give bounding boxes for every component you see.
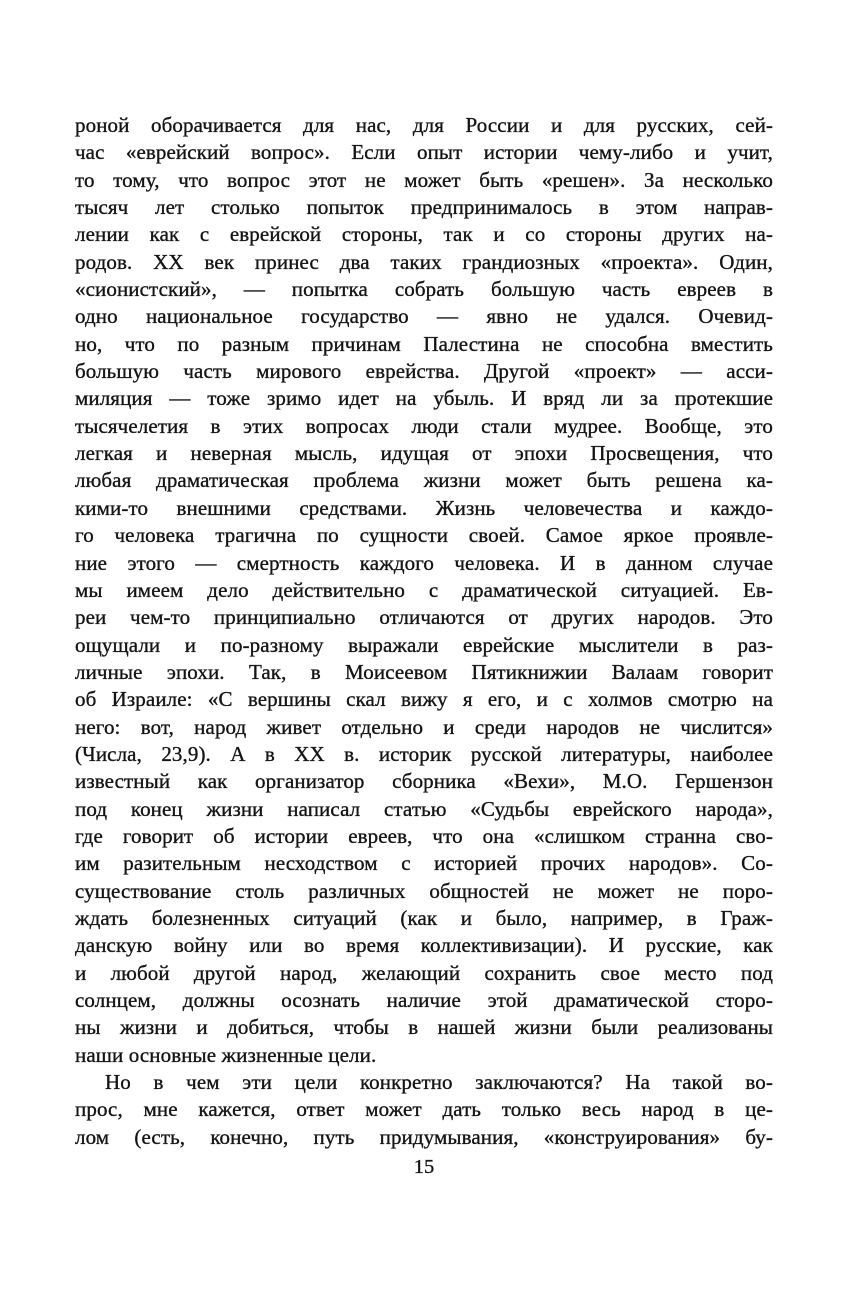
- text-line: ощущали и по-разному выражали еврейские мыслители в раз-: [75, 632, 773, 657]
- text-line: ние этого — смертность каждого человека. И в данном случае: [75, 550, 773, 575]
- text-line: «сионистский», — попытка собрать большую часть евреев в: [75, 277, 773, 302]
- text-line: роной оборачивается для нас, для России и для русских, сей-: [75, 113, 773, 137]
- text-line: существование столь различных общностей не может не поро-: [75, 878, 773, 903]
- text-line: час «еврейский вопрос». Если опыт истории чему-либо и учит,: [75, 140, 773, 165]
- text-line: под конец жизни написал статью «Судьбы еврейского народа»,: [75, 796, 773, 821]
- text-line: легкая и неверная мысль, идущая от эпохи Просвещения, что: [75, 441, 773, 466]
- text-line: Но в чем эти цели конкретно заключаются? На такой во-: [105, 1070, 773, 1095]
- paragraph: [75, 1069, 773, 1151]
- text-line: го человека трагична по сущности своей. Самое яркое проявле-: [75, 523, 773, 548]
- text-line: одно национальное государство — явно не удался. Очевид-: [75, 304, 773, 329]
- text-line: ждать болезненных ситуаций (как и было, например, в Граж-: [75, 905, 773, 930]
- text-line: известный как организатор сборника «Вехи», М.О. Гершензон: [75, 769, 773, 794]
- text-line: где говорит об истории евреев, что она «слишком странна сво-: [75, 823, 773, 848]
- text-line: мы имеем дело действительно с драматической ситуацией. Ев-: [75, 577, 773, 602]
- text-line: лении как с еврейской стороны, так и со стороны других на-: [75, 222, 773, 247]
- text-line: и любой другой народ, желающий сохранить свое место под: [75, 960, 773, 985]
- text-line: прос, мне кажется, ответ может дать только весь народ в це-: [75, 1097, 773, 1122]
- text-line: тысяч лет столько попыток предпринималось в этом направ-: [75, 195, 773, 220]
- page-text: [75, 112, 773, 1151]
- paragraph: [75, 112, 773, 1069]
- text-line: (Числа, 23,9). А в XX в. историк русской литературы, наиболее: [75, 741, 773, 766]
- text-line: лом (есть, конечно, путь придумывания, «конструирования» бу-: [75, 1124, 773, 1149]
- text-line: ны жизни и добиться, чтобы в нашей жизни были реализованы: [75, 1015, 773, 1040]
- text-line: об Израиле: «С вершины скал вижу я его, и с холмов смотрю на: [75, 687, 773, 712]
- text-line: им разительным несходством с историей прочих народов». Со-: [75, 851, 773, 876]
- text-line: родов. XX век принес два таких грандиозных «проекта». Один,: [75, 249, 773, 274]
- text-line: кими-то внешними средствами. Жизнь человечества и каждо-: [75, 495, 773, 520]
- text-line: реи чем-то принципиально отличаются от других народов. Это: [75, 605, 773, 630]
- text-line: личные эпохи. Так, в Моисеевом Пятикнижии Валаам говорит: [75, 659, 773, 684]
- text-line: но, что по разным причинам Палестина не способна вместить: [75, 331, 773, 356]
- text-line: то тому, что вопрос этот не может быть «решен». За несколько: [75, 167, 773, 192]
- text-line: миляция — тоже зримо идет на убыль. И вряд ли за протекшие: [75, 386, 773, 411]
- text-line: солнцем, должны осознать наличие этой драматической сторо-: [75, 988, 773, 1012]
- text-line: наши основные жизненные цели.: [75, 1042, 377, 1067]
- text-line: большую часть мирового еврейства. Другой «проект» — асси-: [75, 359, 773, 384]
- text-line: данскую войну или во время коллективизации). И русские, как: [75, 933, 773, 958]
- text-line: любая драматическая проблема жизни может быть решена ка-: [75, 468, 773, 493]
- text-line: него: вот, народ живет отдельно и среди народов не числится»: [75, 714, 773, 739]
- text-line: тысячелетия в этих вопросах люди стали мудрее. Вообще, это: [75, 413, 773, 438]
- page-number: 15: [413, 1156, 435, 1178]
